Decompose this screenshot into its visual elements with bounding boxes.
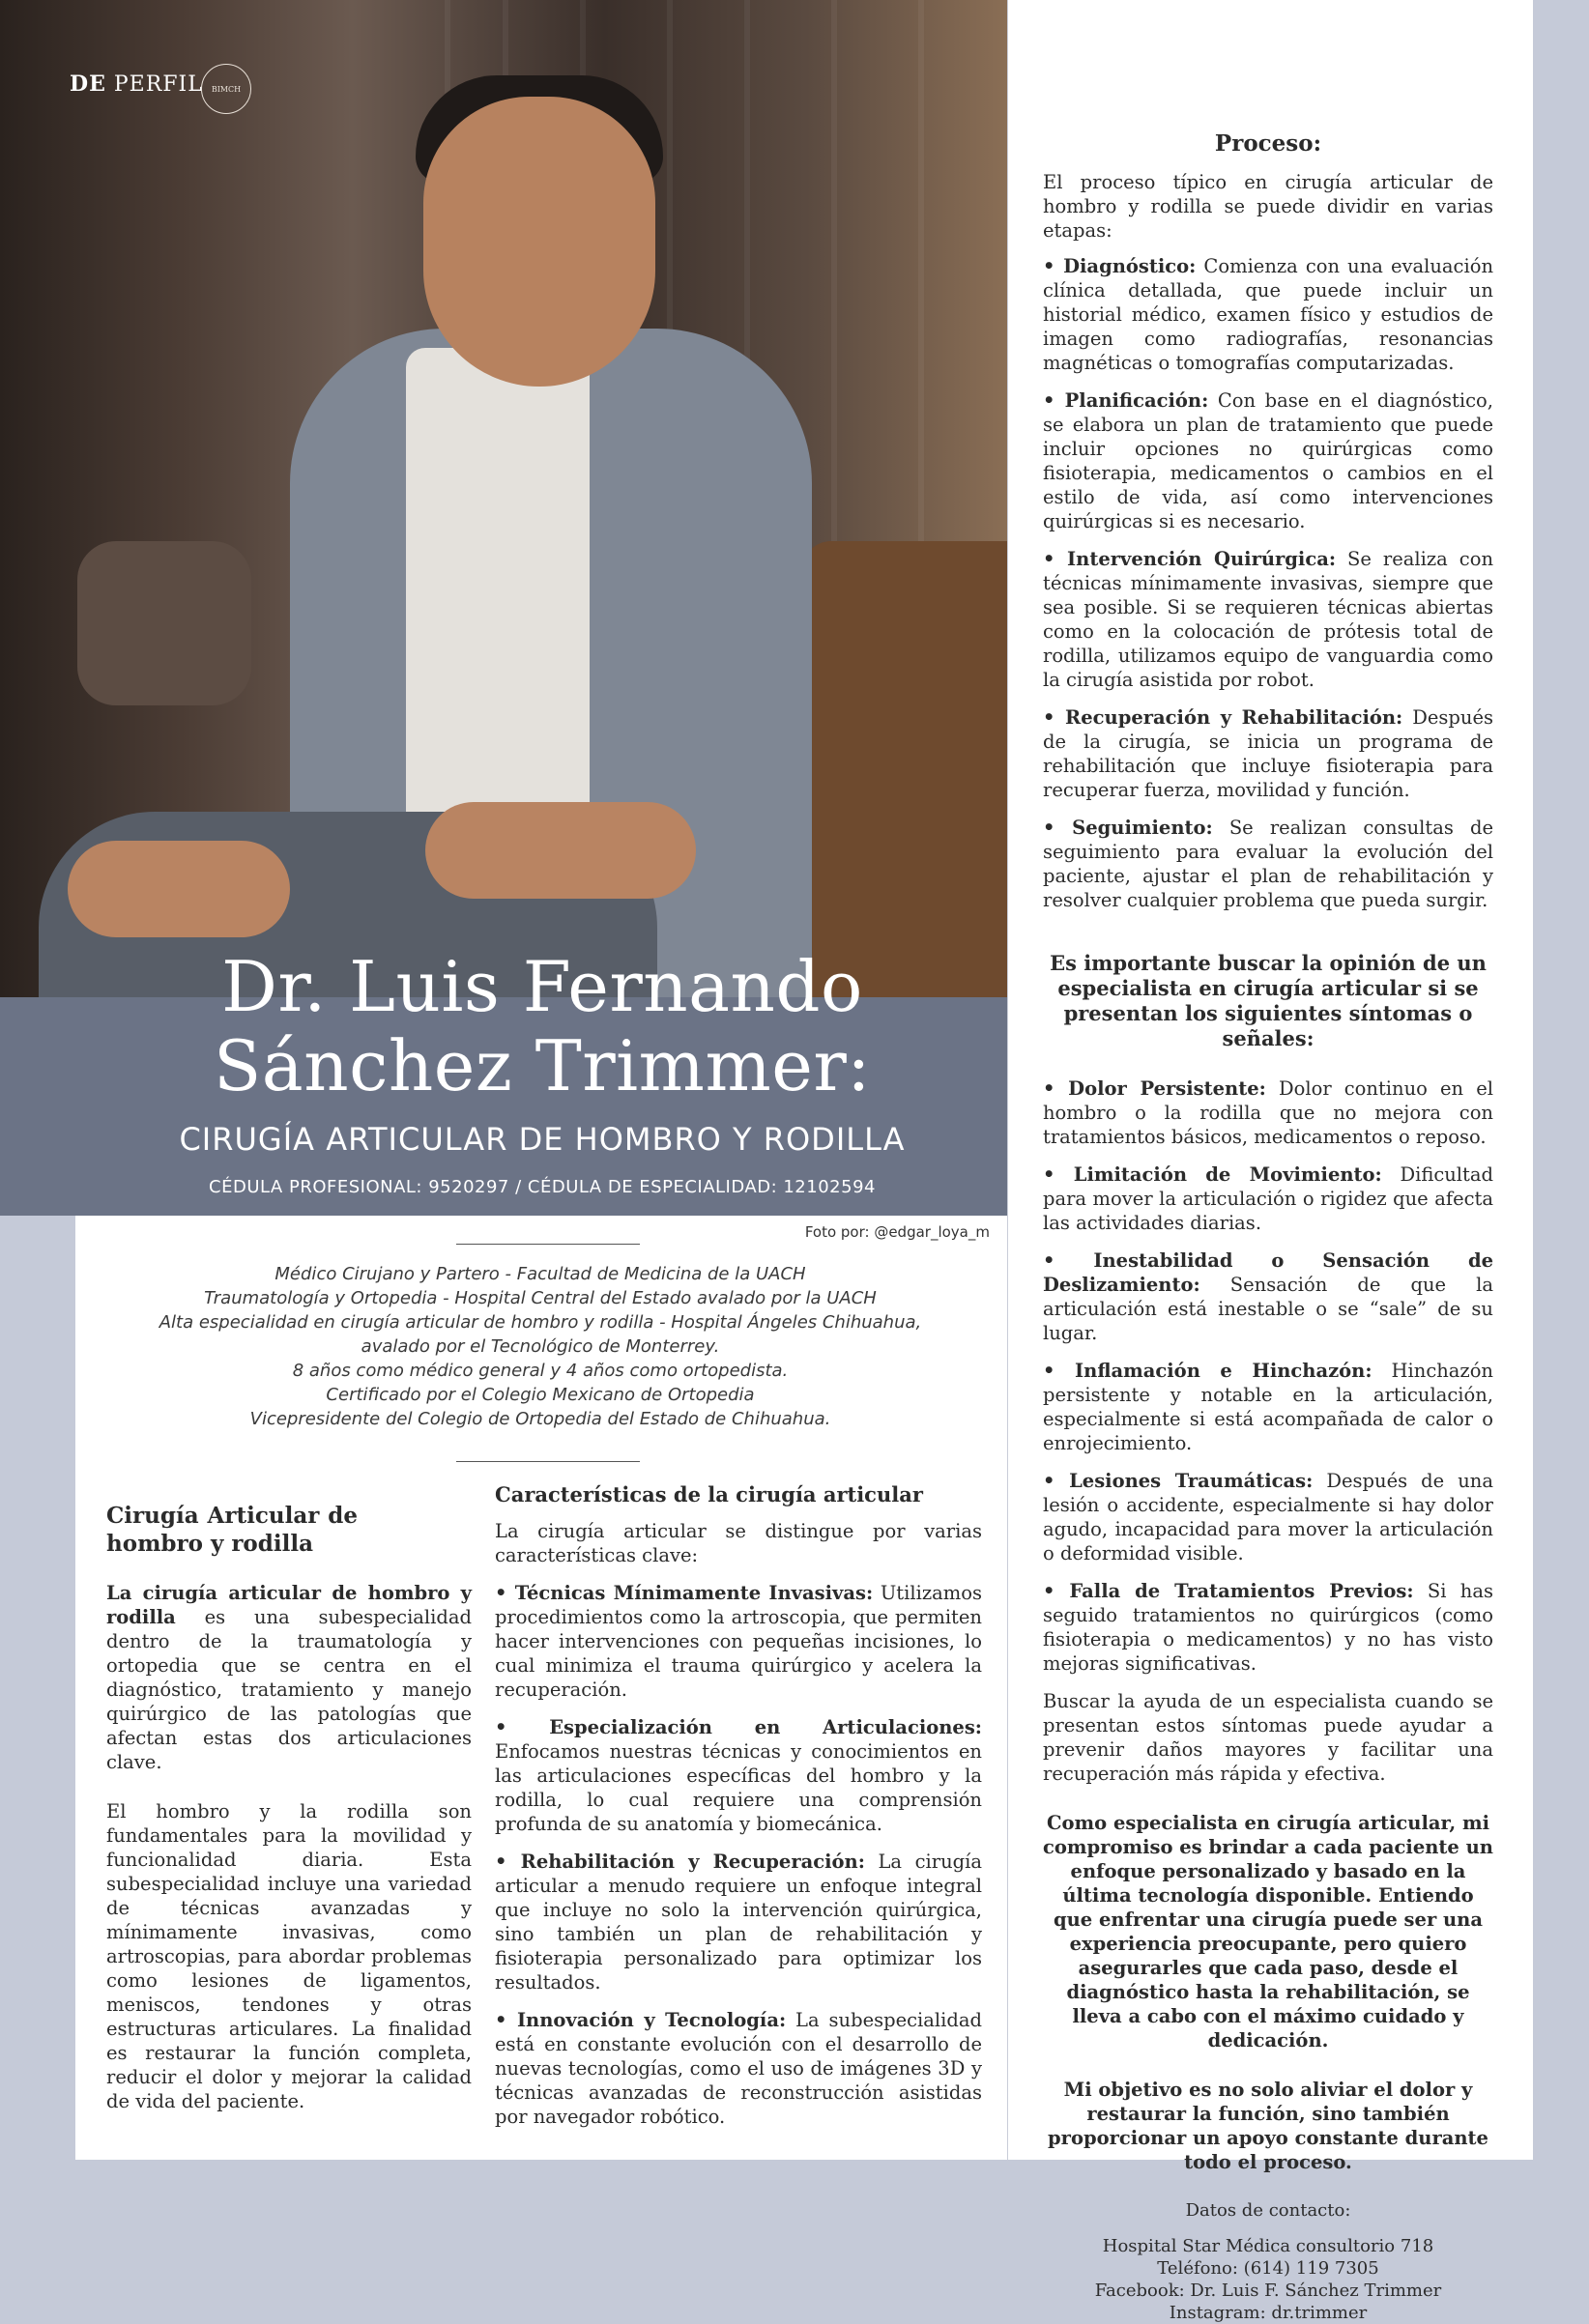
contact-line: Instagram: dr.trimmer	[1169, 2303, 1368, 2323]
symptom-item	[1043, 1162, 1493, 1235]
symptom-label: • Falla de Tratamientos Previos:	[1043, 1580, 1414, 1602]
symptom-label: • Limitación de Movimiento:	[1043, 1163, 1382, 1186]
contact-block	[1043, 2199, 1493, 2324]
symptom-label: • Lesiones Traumáticas:	[1043, 1470, 1314, 1492]
symptom-item	[1043, 1469, 1493, 1565]
symptom-item	[1043, 1076, 1493, 1149]
features-heading: Características de la cirugía articular	[495, 1482, 923, 1506]
symptom-item	[1043, 1579, 1493, 1676]
intro-paragraph-2: El hombro y la rodilla son fundamentales para la movilidad y funcionalidad diaria. Esta subespecialidad incluye una variedad de técnicas avanzadas y mínimamente invasivas, como artroscopias, para abordar problemas como lesiones de ligamentos, meniscos, tendones y otras estructuras articulares. La finalidad es restaurar la función completa, reducir el dolor y mejorar la calidad de vida del paciente.	[106, 1800, 472, 2112]
symptom-item	[1043, 1248, 1493, 1345]
symptoms-heading: Es importante buscar la opinión de un especialista en cirugía articular si se presentan los siguientes síntomas o señales:	[1050, 951, 1487, 1050]
kicker-bold: DE	[70, 72, 106, 97]
process-label: • Planificación:	[1043, 389, 1209, 412]
commitment-statement: Como especialista en cirugía articular, mi compromiso es brindar a cada paciente un enfoque personalizado y basado en la última tecnología disponible. Entiendo que enfrentar una cirugía puede ser una experiencia preocupante, pero quiero asegurarles que cada paso, desde el diagnóstico hasta la rehabilitación, se lleva a cabo con el máximo cuidado y dedicación.	[1043, 1812, 1493, 2051]
process-intro: El proceso típico en cirugía articular de hombro y rodilla se puede dividir en varias etapas:	[1043, 171, 1493, 242]
symptom-text: Dolor continuo en el hombro o la rodilla que no mejora con tratamientos básicos, medicamentos o reposo.	[1043, 1077, 1493, 1148]
credential-line: Vicepresidente del Colegio de Ortopedia del Estado de Chihuahua.	[249, 1409, 831, 1429]
symptom-label: • Dolor Persistente:	[1043, 1077, 1266, 1100]
doctor-name-line2: Sánchez Trimmer:	[213, 1025, 872, 1106]
feature-text: La subespecialidad está en constante evolución con el desarrollo de nuevas tecnologías, como el uso de imágenes 3D y técnicas avanzadas de reconstrucción asistidas por navegador robótico.	[495, 2009, 982, 2128]
intro-lead-rest: es una subespecialidad dentro de la traumatología y ortopedia que se centra en el diagnóstico, tratamiento y manejo quirúrgico de las patologías que afectan estas dos articulaciones clave.	[106, 1606, 472, 1773]
specialty-subtitle: CIRUGÍA ARTICULAR DE HOMBRO Y RODILLA	[179, 1121, 906, 1158]
symptom-text: Hinchazón persistente y notable en la articulación, especialmente si está acompañada de calor o enrojecimiento.	[1043, 1360, 1493, 1454]
feature-item	[495, 1581, 982, 1702]
feature-item	[495, 1715, 982, 1836]
feature-label: • Especialización en Articulaciones:	[495, 1716, 982, 1738]
feature-item	[495, 1850, 982, 1994]
process-item	[1043, 254, 1493, 375]
feature-label: • Técnicas Mínimamente Invasivas:	[495, 1582, 874, 1604]
contact-heading: Datos de contacto:	[1185, 2200, 1351, 2221]
seal-text: BIMCH	[211, 84, 242, 94]
features-intro: La cirugía articular se distingue por varias características clave:	[495, 1520, 982, 1566]
objective-statement: Mi objetivo es no solo aliviar el dolor y restaurar la función, sino también proporcionar un apoyo constante durante todo el proceso.	[1048, 2079, 1488, 2173]
advice-paragraph: Buscar la ayuda de un especialista cuando se presentan estos síntomas puede ayudar a prevenir daños mayores y facilitar una recuperación más rápida y efectiva.	[1043, 1690, 1493, 1785]
intro-paragraph-1	[106, 1581, 472, 1774]
credential-line: avalado por el Tecnológico de Monterrey.	[361, 1336, 720, 1357]
license-numbers: CÉDULA PROFESIONAL: 9520297 / CÉDULA DE ESPECIALIDAD: 12102594	[209, 1177, 876, 1197]
column-process	[1043, 129, 1493, 2324]
process-item	[1043, 705, 1493, 802]
credential-line: Alta especialidad en cirugía articular de hombro y rodilla - Hospital Ángeles Chihuahua,	[159, 1312, 922, 1333]
symptom-text: Sensación de que la articulación está inestable o se “sale” de su lugar.	[1043, 1274, 1493, 1344]
divider-bottom	[456, 1461, 640, 1462]
process-text: Se realizan consultas de seguimiento para evaluar la evolución del paciente, ajustar el plan de rehabilitación y resolver cualquier problema que pueda surgir.	[1043, 817, 1493, 911]
column-features	[495, 1482, 982, 2142]
process-heading: Proceso:	[1214, 130, 1322, 157]
photo-credit: Foto por: @edgar_loya_m	[804, 1223, 990, 1241]
process-item	[1043, 388, 1493, 533]
feature-item	[495, 2008, 982, 2129]
process-label: • Recuperación y Rehabilitación:	[1043, 706, 1403, 729]
feature-text: Utilizamos procedimientos como la artroscopia, que permiten hacer intervenciones con pequeñas incisiones, lo cual minimiza el trauma quirúrgico y acelera la recuperación.	[495, 1582, 982, 1701]
contact-line: Hospital Star Médica consultorio 718	[1102, 2236, 1434, 2256]
kicker-rest: PERFIL	[113, 72, 203, 97]
column-intro	[106, 1502, 472, 2138]
credential-line: Certificado por el Colegio Mexicano de Ortopedia	[326, 1385, 755, 1405]
contact-line: Teléfono: (614) 119 7305	[1157, 2258, 1379, 2279]
column-intro-heading: Cirugía Articular de hombro y rodilla	[106, 1503, 358, 1557]
symptom-text: Después de una lesión o accidente, especialmente si hay dolor agudo, incapacidad para mover la articulación o deformidad visible.	[1043, 1470, 1493, 1564]
contact-line: Facebook: Dr. Luis F. Sánchez Trimmer	[1094, 2281, 1442, 2301]
symptom-text: Si has seguido tratamientos no quirúrgicos (como fisioterapia o medicamentos) y no has visto mejoras significativas.	[1043, 1580, 1493, 1675]
credentials-list	[116, 1262, 965, 1431]
left-margin-strip	[0, 1216, 75, 2160]
feature-text: La cirugía articular a menudo requiere un enfoque integral que incluye no solo la intervención quirúrgica, sino también un plan de rehabilitación y fisioterapia personalizado para optimizar los resultados.	[495, 1851, 983, 1994]
process-text: Después de la cirugía, se inicia un programa de rehabilitación que incluye fisioterapia para recuperar fuerza, movilidad y función.	[1043, 706, 1494, 801]
process-item	[1043, 547, 1493, 692]
magazine-seal-icon	[201, 64, 251, 114]
portrait-photo	[0, 0, 1007, 997]
feature-label: • Innovación y Tecnología:	[495, 2009, 787, 2031]
process-text: Con base en el diagnóstico, se elabora un plan de tratamiento que puede incluir opciones no quirúrgicas como fisioterapia, medicamentos o cambios en el estilo de vida, así como intervenciones quirúrgicas si es necesario.	[1043, 389, 1493, 532]
doctor-name	[0, 947, 1084, 1105]
symptom-label: • Inestabilidad o Sensación de Deslizamiento:	[1043, 1249, 1493, 1296]
doctor-name-line1: Dr. Luis Fernando	[221, 946, 863, 1027]
process-label: • Diagnóstico:	[1043, 255, 1197, 277]
intro-lead-bold: La cirugía articular de hombro y rodilla	[106, 1582, 472, 1628]
credential-line: 8 años como médico general y 4 años como ortopedista.	[292, 1361, 789, 1381]
feature-text: Enfocamos nuestras técnicas y conocimientos en las articulaciones específicas del hombro y la rodilla, lo cual requiere una comprensión profunda de su anatomía y biomecánica.	[495, 1740, 982, 1835]
feature-label: • Rehabilitación y Recuperación:	[495, 1851, 865, 1873]
process-text: Comienza con una evaluación clínica detallada, que puede incluir un historial médico, examen físico y estudios de imagen como radiografías, resonancias magnéticas o tomografías computarizadas.	[1043, 255, 1493, 374]
symptom-item	[1043, 1359, 1493, 1455]
symptom-text: Dificultad para mover la articulación o rigidez que afecta las actividades diarias.	[1043, 1163, 1493, 1234]
divider-top	[456, 1244, 640, 1245]
symptom-label: • Inflamación e Hinchazón:	[1043, 1360, 1372, 1382]
credential-line: Médico Cirujano y Partero - Facultad de Medicina de la UACH	[274, 1264, 806, 1284]
process-item	[1043, 816, 1493, 912]
credential-line: Traumatología y Ortopedia - Hospital Central del Estado avalado por la UACH	[204, 1288, 877, 1308]
process-label: • Intervención Quirúrgica:	[1043, 548, 1337, 570]
section-kicker	[70, 72, 203, 97]
right-margin-strip	[1533, 0, 1589, 2160]
process-text: Se realiza con técnicas mínimamente invasivas, siempre que sea posible. Si se requieren técnicas abiertas como en la colocación de prótesis total de rodilla, utilizamos equipo de vanguardia como la cirugía asistida por robot.	[1043, 548, 1494, 691]
process-label: • Seguimiento:	[1043, 817, 1213, 839]
